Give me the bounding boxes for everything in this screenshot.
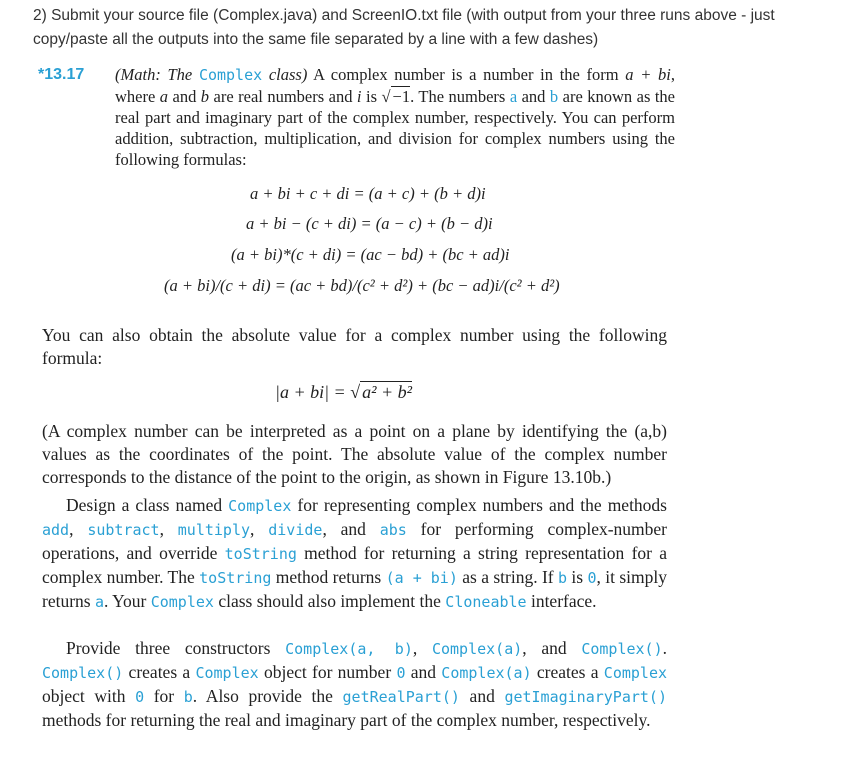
- intro-text: is: [361, 87, 382, 106]
- code-complex: Complex: [603, 664, 668, 682]
- code-add: add: [42, 521, 70, 539]
- design-text: ,: [159, 519, 178, 539]
- constructors-text: and: [459, 686, 505, 706]
- constructors-text: ,: [412, 638, 432, 658]
- exercise-title-code: Complex: [198, 66, 263, 84]
- intro-text: are known as the real part and imaginary part of the complex number, respectively. You can perform addition, subtraction, multiplication, and division for complex numbers using the following formulas:: [115, 87, 675, 169]
- design-paragraph: [42, 494, 667, 614]
- sqrt-symbol: √: [381, 87, 391, 106]
- code-tostring: toString: [224, 545, 297, 563]
- code-b: b: [558, 569, 568, 587]
- code-complex-a-b: Complex(a, b): [285, 640, 413, 658]
- design-text: interface.: [526, 591, 597, 611]
- var-b: b: [200, 87, 210, 106]
- design-text: . Your: [104, 591, 151, 611]
- code-zero: 0: [396, 664, 406, 682]
- code-getimaginarypart: getImaginaryPart(): [504, 688, 667, 706]
- code-complex: Complex: [228, 497, 292, 515]
- sqrt-symbol: √: [350, 382, 361, 402]
- intro-text: A complex number is a number in the form: [307, 65, 626, 84]
- formula-multiply: (a + bi)*(c + di) = (ac − bd) + (bc + ad)i: [231, 245, 510, 264]
- design-text: as a string. If: [457, 567, 558, 587]
- formula-divide: (a + bi)/(c + di) = (ac + bd)/(c² + d²) + (bc − ad)i/(c² + d²): [164, 276, 560, 295]
- sqrt-argument: −1: [392, 87, 411, 106]
- intro-text: , where: [115, 65, 676, 106]
- var-a: a: [159, 87, 169, 106]
- code-complex-empty: Complex(): [581, 640, 663, 658]
- code-complex-empty: Complex(): [42, 664, 124, 682]
- exercise-intro: [115, 64, 675, 170]
- constructors-text: . Also provide the: [192, 686, 343, 706]
- abs-rhs: a² + b²: [362, 382, 413, 402]
- design-text: Design a class named: [66, 495, 229, 515]
- design-text: method returns: [271, 567, 386, 587]
- constructors-text: creates a: [123, 662, 196, 682]
- exercise-title-suffix: class): [262, 65, 308, 84]
- constructors-text: and: [405, 662, 442, 682]
- code-zero: 0: [135, 688, 145, 706]
- code-abs: abs: [379, 521, 407, 539]
- exercise-title-prefix: (Math: The: [115, 65, 199, 84]
- code-multiply: multiply: [177, 521, 251, 539]
- design-text: for performing complex-number operations, and override: [42, 519, 668, 563]
- exercise-number: *13.17: [38, 66, 85, 83]
- code-complex-a: Complex(a): [441, 664, 532, 682]
- formula-abs: [275, 382, 412, 403]
- code-subtract: subtract: [87, 521, 160, 539]
- code-complex-a: Complex(a): [431, 640, 523, 658]
- abs-lhs: |a + bi| =: [275, 382, 351, 402]
- code-cloneable: Cloneable: [445, 593, 527, 611]
- intro-text: are real numbers and: [209, 87, 357, 106]
- constructors-text: methods for returning the real and imaginary part of the complex number, respectively.: [42, 710, 651, 730]
- design-text: for representing complex numbers and the methods: [291, 495, 667, 515]
- code-complex: Complex: [195, 664, 259, 682]
- sqrt-minus-one: [381, 86, 410, 106]
- constructors-text: creates a: [531, 662, 604, 682]
- form-expression: a + bi: [625, 65, 671, 84]
- code-a-plus-bi: (a + bi): [385, 569, 458, 587]
- code-a: a: [509, 87, 518, 106]
- constructors-text: object with: [42, 686, 136, 706]
- code-tostring: toString: [199, 569, 272, 587]
- code-b: b: [183, 688, 193, 706]
- code-divide: divide: [268, 521, 323, 539]
- design-text: ,: [69, 519, 88, 539]
- interpretation-paragraph: (A complex number can be interpreted as a point on a plane by identifying the (a,b) values as the coordinates of the point. The absolute value of the complex number corresponds to the distance of the point to the origin, as shown in Figure 13.10b.): [42, 421, 667, 487]
- intro-text: and: [168, 87, 201, 106]
- design-text: , and: [322, 519, 380, 539]
- design-text: ,: [250, 519, 269, 539]
- code-complex: Complex: [150, 593, 214, 611]
- code-a: a: [94, 593, 105, 611]
- var-i: i: [356, 87, 362, 106]
- code-zero: 0: [587, 569, 597, 587]
- design-text: class should also implement the: [213, 591, 446, 611]
- code-getrealpart: getRealPart(): [342, 688, 460, 706]
- design-text: is: [567, 567, 588, 587]
- constructors-paragraph: [42, 637, 667, 732]
- constructors-text: .: [662, 638, 667, 658]
- intro-text: . The numbers: [410, 87, 510, 106]
- submission-instruction: 2) Submit your source file (Complex.java) and ScreenIO.txt file (with output from your three runs above - just copy/paste all the outputs into the same file separated by a line with a few dashes): [33, 7, 775, 48]
- constructors-text: , and: [522, 638, 582, 658]
- constructors-text: Provide three constructors: [66, 638, 286, 658]
- design-text: , it simply returns: [42, 567, 667, 611]
- design-text: method for returning a string representation for a complex number. The: [42, 543, 668, 587]
- code-b: b: [549, 87, 559, 106]
- abs-intro: You can also obtain the absolute value for a complex number using the following formula:: [42, 325, 667, 368]
- intro-text: and: [517, 87, 550, 106]
- formula-subtract: a + bi − (c + di) = (a − c) + (b − d)i: [246, 214, 493, 233]
- constructors-text: object for number: [258, 662, 397, 682]
- formula-add: a + bi + c + di = (a + c) + (b + d)i: [250, 184, 486, 203]
- constructors-text: for: [144, 686, 184, 706]
